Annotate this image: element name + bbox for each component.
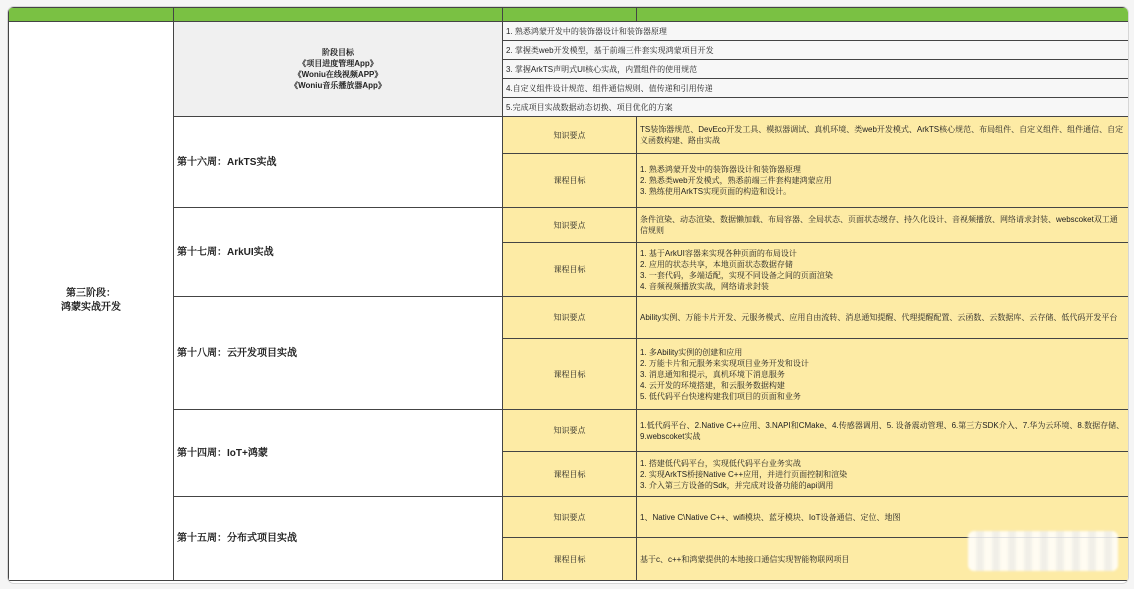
header-bar: [9, 8, 1129, 22]
header-cell: [503, 8, 637, 22]
knowledge-label: 知识要点: [503, 208, 637, 243]
knowledge-content: [637, 297, 1129, 339]
curriculum-frame: [7, 6, 1129, 584]
week-title: 第十八周：云开发项目实战: [174, 297, 503, 410]
curriculum-table: [8, 7, 1129, 581]
target-line: 1. 多Ability实例的创建和应用: [640, 347, 743, 357]
knowledge-label: 知识要点: [503, 410, 637, 452]
target-line: 1. 熟悉鸿蒙开发中的装饰器设计和装饰器原理: [640, 165, 801, 174]
knowledge-line: Ability实例、万能卡片开发、元服务模式、应用自由流转、消息通知提醒、代理提醒配置、云函数、云数据库、云存储、低代码开发平台: [640, 313, 1118, 322]
header-cell: [637, 8, 1129, 22]
target-line: 4. 音频视频播放实战，网络请求封装: [640, 281, 769, 291]
goal-item: 4.自定义组件设计规范、组件通信规则、值传递和引用传递: [503, 79, 1129, 98]
knowledge-line: 1、Native C\Native C++、wifi模块、蓝牙模块、IoT设备通信、定位、地图: [640, 512, 901, 522]
target-line: 5. 低代码平台快速构建我们项目的页面和业务: [640, 391, 801, 401]
knowledge-label: 知识要点: [503, 497, 637, 538]
target-line: 3. 一套代码，多端适配，实现不同设备之间的页面渲染: [640, 270, 833, 280]
target-label: 课程目标: [503, 243, 637, 297]
blurred-watermark: [968, 531, 1118, 571]
week-title: 第十六周：ArkTS实战: [174, 117, 503, 208]
goals-title-line: 《Woniu音乐播放器App》: [290, 81, 386, 90]
target-content: [637, 243, 1129, 297]
target-line: 2. 实现ArkTS桥接Native C++应用，并进行页面控制和渲染: [640, 469, 848, 479]
stage-cell: [9, 22, 174, 581]
target-line: 3. 熟练使用ArkTS实现页面的构造和设计。: [640, 187, 792, 196]
goals-title-line: 阶段目标: [322, 48, 354, 57]
stage-line: 鸿蒙实战开发: [61, 302, 121, 313]
target-label: 课程目标: [503, 339, 637, 410]
target-line: 2. 万能卡片和元服务来实现项目业务开发和设计: [640, 358, 809, 368]
target-label: 课程目标: [503, 538, 637, 581]
header-cell: [174, 8, 503, 22]
target-line: 4. 云开发的环境搭建，和云服务数据构建: [640, 380, 785, 390]
knowledge-label: 知识要点: [503, 297, 637, 339]
week-title: 第十七周：ArkUI实战: [174, 208, 503, 297]
goal-item: 5.完成项目实战数据动态切换、项目优化的方案: [503, 98, 1129, 117]
stage-line: 第三阶段：: [66, 288, 116, 299]
target-line: 3. 介入第三方设备的Sdk，并完成对设备功能的api调用: [640, 480, 834, 490]
header-cell: [9, 8, 174, 22]
target-line: 3. 消息通知和提示，真机环境下消息服务: [640, 369, 785, 379]
target-content: [637, 452, 1129, 497]
target-line: 1. 基于ArkUI容器来实现各种页面的布局设计: [640, 248, 797, 258]
goal-item: 2. 掌握类web开发模型，基于前端三件套实现鸿蒙项目开发: [503, 41, 1129, 60]
week-title: 第十四周：IoT+鸿蒙: [174, 410, 503, 497]
goals-title-line: 《项目进度管理App》: [298, 59, 378, 68]
knowledge-content: [637, 208, 1129, 243]
target-line: 基于c、c++和鸿蒙提供的本地接口通信实现智能物联网项目: [640, 554, 850, 564]
knowledge-line: 1.低代码平台、2.Native C++应用、3.NAPI和CMake、4.传感器调用、5. 设备震动管理、6.第三方SDK介入、7.华为云环境、8.数据存储、9.webscoket实战: [640, 420, 1125, 441]
target-content: [637, 339, 1129, 410]
target-line: 1. 搭建低代码平台，实现低代码平台业务实战: [640, 458, 801, 468]
knowledge-line: 条件渲染、动态渲染、数据懒加载、布局容器、全局状态、页面状态缓存、持久化设计、音视频播放、网络请求封装、webscoket双工通信规则: [640, 215, 1118, 235]
goal-item: 3. 掌握ArkTS声明式UI核心实战，内置组件的使用规范: [503, 60, 1129, 79]
target-label: 课程目标: [503, 452, 637, 497]
target-line: 2. 应用的状态共享，本地页面状态数据存储: [640, 259, 793, 269]
knowledge-label: 知识要点: [503, 117, 637, 154]
target-line: 2. 熟悉类web开发模式，熟悉前端三件套构建鸿蒙应用: [640, 176, 832, 185]
knowledge-content: [637, 410, 1129, 452]
goals-title-line: 《Woniu在线视频APP》: [293, 70, 383, 79]
target-content: [637, 154, 1129, 208]
week-title: 第十五周：分布式项目实战: [174, 497, 503, 581]
knowledge-line: TS装饰器规范、DevEco开发工具、模拟器调试、真机环境、类web开发模式、ArkTS核心规范、布局组件、自定义组件、组件通信、自定义函数构建、路由实战: [640, 125, 1124, 145]
stage-goals-title: [174, 22, 503, 117]
knowledge-content: [637, 117, 1129, 154]
target-label: 课程目标: [503, 154, 637, 208]
goal-item: 1. 熟悉鸿蒙开发中的装饰器设计和装饰器原理: [503, 22, 1129, 41]
